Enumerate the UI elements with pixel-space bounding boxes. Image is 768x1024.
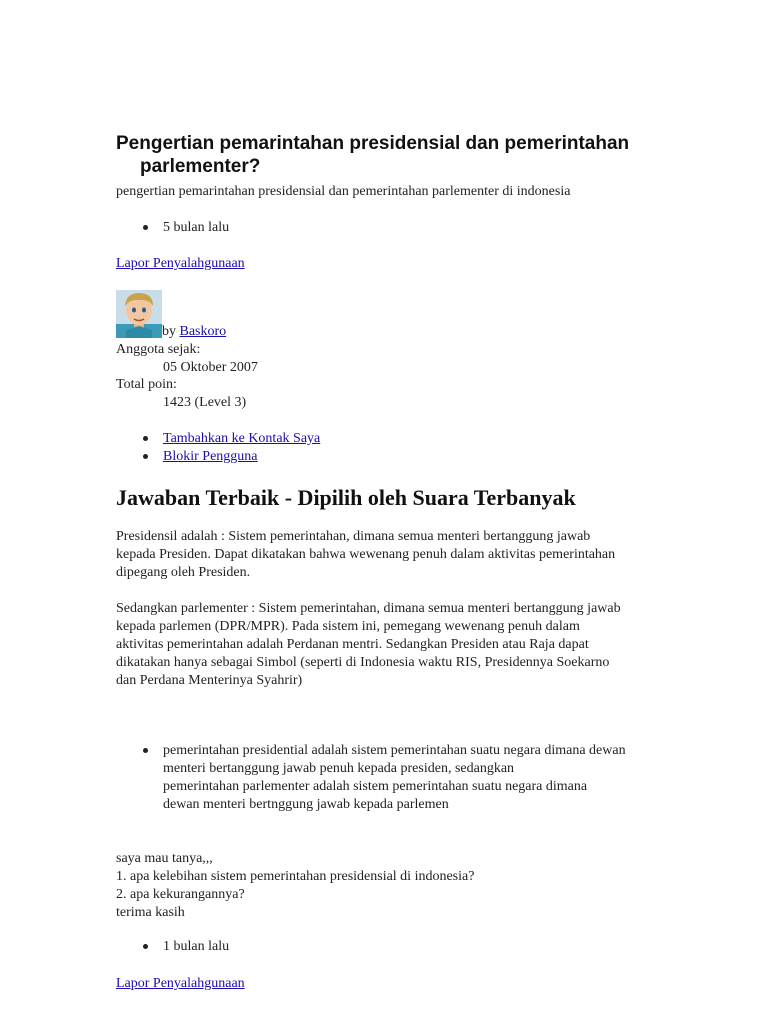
answer-line: dikatakan hanya sebagai Simbol (seperti di Indonesia waktu RIS, Presidennya Soekarno <box>116 655 610 670</box>
answer-line: kepada Presiden. Dapat dikatakan bahwa wewenang penuh dalam aktivitas pemerintahan <box>116 547 616 562</box>
report-abuse-link[interactable]: Lapor Penyalahgunaan <box>116 256 245 271</box>
block-user-link[interactable]: Blokir Pengguna <box>163 449 258 464</box>
answer-paragraph-1 <box>116 528 676 582</box>
answer-paragraph-2 <box>116 600 676 690</box>
total-points-label: Total poin: <box>116 377 177 392</box>
question-title-line2: parlementer? <box>140 156 261 177</box>
list-line: pemerintahan presidential adalah sistem pemerintahan suatu negara dimana dewan <box>163 743 626 758</box>
answer-line: Sedangkan parlementer : Sistem pemerintahan, dimana semua menteri bertanggung jawab <box>116 601 621 616</box>
avatar[interactable] <box>116 290 162 338</box>
list-line: pemerintahan parlementer adalah sistem pemerintahan suatu negara dimana <box>163 779 588 794</box>
comment-time: 1 bulan lalu <box>163 939 230 954</box>
answer-list-item <box>163 742 626 814</box>
total-points-value: 1423 (Level 3) <box>163 395 247 410</box>
answer-line: dan Perdana Menterinya Syahrir) <box>116 673 303 688</box>
answer-line: dipegang oleh Presiden. <box>116 565 251 580</box>
comment-text <box>116 850 474 922</box>
answer-line: Presidensil adalah : Sistem pemerintahan, dimana semua menteri bertanggung jawab <box>116 529 591 544</box>
bullet-icon <box>143 436 148 441</box>
bullet-icon <box>143 944 148 949</box>
question-time: 5 bulan lalu <box>163 220 230 235</box>
bullet-icon <box>143 748 148 753</box>
best-answer-heading: Jawaban Terbaik - Dipilih oleh Suara Terbanyak <box>116 485 576 510</box>
comment-line: terima kasih <box>116 905 185 920</box>
member-since-label: Anggota sejak: <box>116 342 201 357</box>
answer-line: kepada parlemen (DPR/MPR). Pada sistem ini, pemegang wewenang penuh dalam <box>116 619 580 634</box>
by-prefix: by <box>162 324 176 339</box>
asker-line <box>162 323 226 341</box>
report-abuse-link-2[interactable]: Lapor Penyalahgunaan <box>116 976 245 991</box>
list-line: menteri bertanggung jawab penuh kepada presiden, sedangkan <box>163 761 515 776</box>
asker-name-link[interactable]: Baskoro <box>179 324 227 339</box>
comment-line: saya mau tanya,,, <box>116 851 213 866</box>
bullet-icon <box>143 225 148 230</box>
bullet-icon <box>143 454 148 459</box>
user-avatar-icon <box>116 290 162 338</box>
comment-line: 1. apa kelebihan sistem pemerintahan presidensial di indonesia? <box>116 869 475 884</box>
member-since-value: 05 Oktober 2007 <box>163 360 258 375</box>
answer-line: aktivitas pemerintahan adalah Perdanan mentri. Sedangkan Presiden atau Raja dapat <box>116 637 589 652</box>
comment-line: 2. apa kekurangannya? <box>116 887 245 902</box>
question-title <box>116 132 716 178</box>
question-body: pengertian pemarintahan presidensial dan pemerintahan parlementer di indonesia <box>116 184 571 199</box>
add-contact-link[interactable]: Tambahkan ke Kontak Saya <box>163 431 321 446</box>
question-title-line1: Pengertian pemarintahan presidensial dan pemerintahan <box>116 133 630 154</box>
list-line: dewan menteri bertnggung jawab kepada parlemen <box>163 797 449 812</box>
